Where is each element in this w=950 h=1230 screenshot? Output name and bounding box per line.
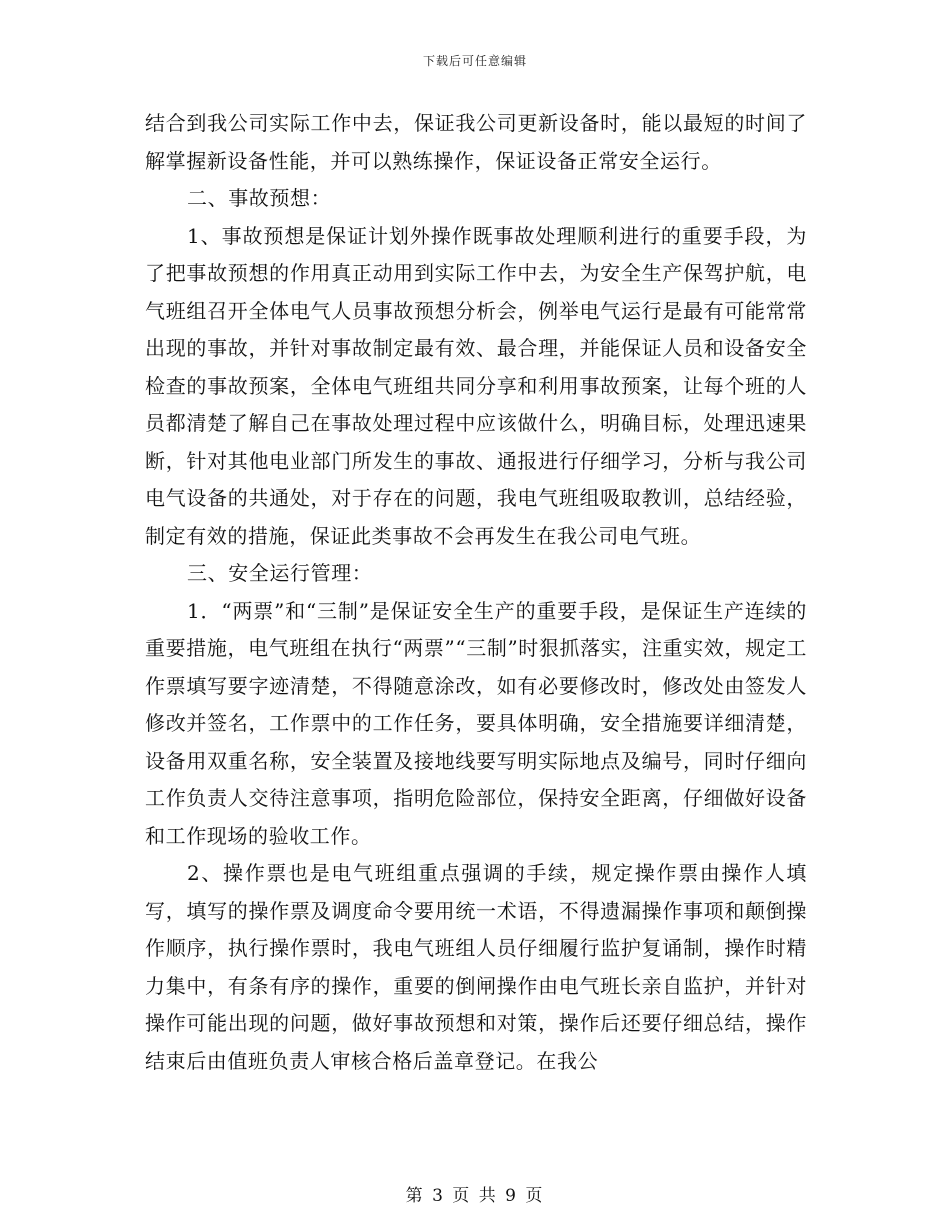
page-number: 第 3 页 共 9 页 [405,1186,545,1206]
paragraph: 1、事故预想是保证计划外操作既事故处理顺利进行的重要手段，为了把事故预想的作用真正动用到实际工作中去，为安全生产保驾护航，电气班组召开全体电气人员事故预想分析会，例举电气运行是最有可能常常出现的事故，并针对事故制定最有效、最合理，并能保证人员和设备安全检查的事故预案，全体电气班组共同分享和利用事故预案，让每个班的人员都清楚了解自己在事故处理过程中应该做什么，明确目标，处理迅速果断，针对其他电业部门所发生的事故、通报进行仔细学习，分析与我公司电气设备的共通处，对于存在的问题，我电气班组吸取教训，总结经验，制定有效的措施，保证此类事故不会再发生在我公司电气班。 [145,223,807,548]
section-heading: 三、安全运行管理： [187,561,373,585]
paragraph: 1．“两票”和“三制”是保证安全生产的重要手段，是保证生产连续的重要措施，电气班组在执行“两票”“三制”时狠抓落实，注重实效，规定工作票填写要字迹清楚，不得随意涂改，如有必要修改时，修改处由签发人修改并签名，工作票中的工作任务，要具体明确，安全措施要详细清楚，设备用双重名称，安全装置及接地线要写明实际地点及编号，同时仔细向工作负责人交待注意事项，指明危险部位，保持安全距离，仔细做好设备和工作现场的验收工作。 [145,598,807,848]
paragraph: 结合到我公司实际工作中去，保证我公司更新设备时，能以最短的时间了解掌握新设备性能，并可以熟练操作，保证设备正常安全运行。 [145,111,807,173]
page-header: 下载后可任意编辑 [422,54,527,68]
document-body [145,105,807,1080]
section-heading: 二、事故预想： [187,186,332,210]
paragraph: 2、操作票也是电气班组重点强调的手续，规定操作票由操作人填写，填写的操作票及调度命令要用统一术语，不得遗漏操作事项和颠倒操作顺序，执行操作票时，我电气班组人员仔细履行监护复诵制，操作时精力集中，有条有序的操作，重要的倒闸操作由电气班长亲自监护，并针对操作可能出现的问题，做好事故预想和对策，操作后还要仔细总结，操作结束后由值班负责人审核合格后盖章登记。在我公 [145,861,807,1073]
